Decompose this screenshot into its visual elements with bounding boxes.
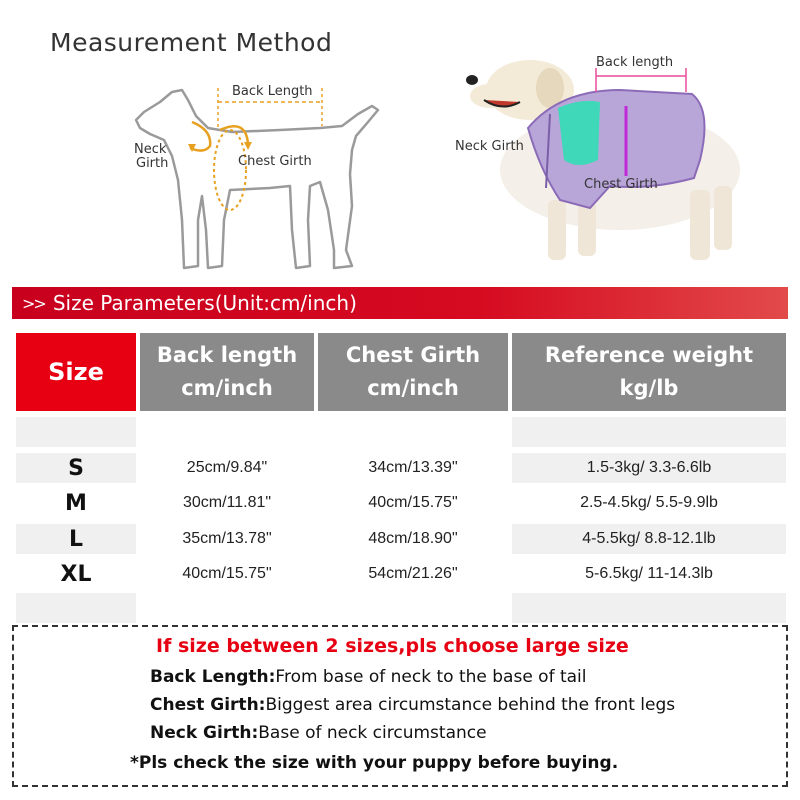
chevron-right-icon: >>: [22, 293, 45, 313]
chest-girth-cell: 48cm/18.90": [368, 530, 458, 547]
neck-girth-label: Neck: [134, 142, 167, 157]
measurement-title: Measurement Method: [50, 28, 333, 57]
back-length-label: Back Length: [232, 84, 313, 99]
header-chest-girth-unit: cm/inch: [367, 376, 459, 400]
banner-text: Size Parameters(Unit:cm/inch): [52, 291, 357, 315]
dog-outline-icon: [120, 70, 390, 280]
back-length-note: [150, 667, 587, 687]
header-size-text: Size: [48, 357, 104, 386]
dog-coat-icon: [450, 50, 750, 280]
neck-girth-note-text: Base of neck circumstance: [258, 723, 487, 743]
size-cell: M: [65, 490, 87, 516]
neck-girth-label-2: Girth: [136, 156, 169, 171]
size-warning: If size between 2 sizes,pls choose large size: [156, 635, 629, 657]
chest-girth-note-text: Biggest area circumstance behind the front legs: [265, 695, 676, 715]
size-notes-box: [12, 625, 788, 787]
header-weight-text: Reference weight: [544, 343, 754, 367]
chest-girth-note: [150, 695, 675, 715]
table-spacer-row: [16, 593, 786, 623]
header-chest-girth-text: Chest Girth: [345, 343, 481, 367]
back-length-note-label: Back Length:: [150, 667, 276, 687]
table-row: [16, 453, 786, 483]
weight-cell: 5-6.5kg/ 11-14.3lb: [585, 565, 713, 582]
dog-outline-diagram: [120, 70, 390, 280]
chest-girth-label: Chest Girth: [238, 154, 312, 169]
back-length-cell: 35cm/13.78": [182, 530, 272, 547]
table-row: [16, 524, 786, 554]
back-length-cell: 40cm/15.75": [182, 565, 272, 582]
dog-coat-photo: [450, 50, 750, 280]
table-spacer-row: [16, 417, 786, 447]
chest-girth-cell: 54cm/21.26": [368, 565, 458, 582]
header-size: [16, 333, 136, 411]
weight-cell: 1.5-3kg/ 3.3-6.6lb: [586, 459, 712, 476]
neck-girth-note: [150, 723, 487, 743]
header-back-length-text: Back length: [156, 343, 298, 367]
size-cell: S: [68, 455, 84, 481]
table-row: [16, 488, 786, 518]
header-weight-unit: kg/lb: [619, 376, 679, 400]
neck-girth-note-label: Neck Girth:: [150, 723, 259, 743]
size-cell: XL: [60, 561, 92, 587]
back-length-note-text: From base of neck to the base of tail: [275, 667, 587, 687]
size-cell: L: [68, 526, 84, 552]
back-length-cell: 30cm/11.81": [182, 494, 272, 511]
size-parameters-banner: [12, 287, 788, 319]
check-size-note: *Pls check the size with your puppy before buying.: [130, 753, 619, 773]
table-row: [16, 559, 786, 589]
header-back-length-unit: cm/inch: [181, 376, 273, 400]
coat-back-length-label: Back length: [596, 55, 674, 70]
header-back-length: [140, 333, 314, 411]
chest-girth-note-label: Chest Girth:: [150, 695, 266, 715]
header-reference-weight: [512, 333, 786, 411]
header-chest-girth: [318, 333, 508, 411]
coat-neck-girth-label: Neck Girth: [455, 139, 524, 154]
back-length-cell: 25cm/9.84": [186, 459, 268, 476]
weight-cell: 4-5.5kg/ 8.8-12.1lb: [582, 530, 716, 547]
weight-cell: 2.5-4.5kg/ 5.5-9.9lb: [580, 494, 718, 511]
coat-chest-girth-label: Chest Girth: [584, 177, 658, 192]
chest-girth-cell: 40cm/15.75": [368, 494, 458, 511]
chest-girth-cell: 34cm/13.39": [368, 459, 458, 476]
